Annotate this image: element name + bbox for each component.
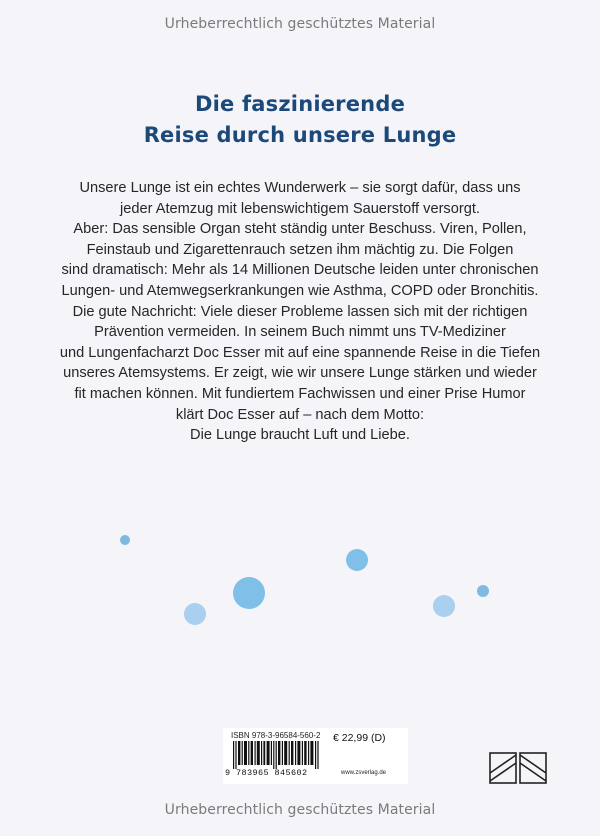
description-line: Feinstaub und Zigarettenrauch setzen ihm mächtig zu. Die Folgen bbox=[86, 241, 514, 258]
description-line: Aber: Das sensible Organ steht ständig unter Beschuss. Viren, Pollen, bbox=[73, 221, 527, 238]
barcode-digits: 9 783965 845602 bbox=[225, 768, 308, 778]
barcode-label bbox=[223, 728, 408, 784]
barcode-icon bbox=[233, 741, 321, 769]
description-line: Unsere Lunge ist ein echtes Wunderwerk – sie sorgt dafür, dass uns bbox=[79, 180, 521, 196]
description-line: Die gute Nachricht: Viele dieser Probleme lassen sich mit der richtigen bbox=[72, 303, 528, 320]
publisher-url: www.zsverlag.de bbox=[341, 770, 387, 776]
title-line-1: Die faszinierende bbox=[194, 92, 406, 116]
bubble-circle bbox=[184, 603, 206, 625]
description-line: Die Lunge braucht Luft und Liebe. bbox=[190, 427, 410, 444]
copyright-watermark-bottom: Urheberrechtlich geschütztes Material bbox=[164, 802, 436, 818]
bubble-circle bbox=[120, 535, 130, 545]
copyright-watermark-top: Urheberrechtlich geschütztes Material bbox=[164, 16, 436, 32]
bubble-circle bbox=[346, 549, 368, 571]
title-line-2: Reise durch unsere Lunge bbox=[143, 123, 457, 147]
description-line: Lungen- und Atemwegserkrankungen wie Asthma, COPD oder Bronchitis. bbox=[61, 282, 539, 299]
book-description bbox=[0, 178, 600, 446]
bubble-circle bbox=[433, 595, 455, 617]
price-label: € 22,99 (D) bbox=[333, 732, 386, 744]
description-line: jeder Atemzug mit lebenswichtigem Sauerstoff versorgt. bbox=[120, 200, 480, 217]
description-line: sind dramatisch: Mehr als 14 Millionen Deutsche leiden unter chronischen bbox=[61, 262, 539, 279]
description-line: fit machen können. Mit fundiertem Fachwissen und einer Prise Humor bbox=[74, 385, 526, 402]
isbn-number: ISBN 978-3-96584-560-2 bbox=[231, 731, 321, 740]
book-title bbox=[0, 89, 600, 151]
description-line: und Lungenfacharzt Doc Esser mit auf eine spannende Reise in die Tiefen bbox=[59, 344, 541, 361]
bubble-circle bbox=[233, 577, 265, 609]
description-line: unseres Atemsystems. Er zeigt, wie wir unsere Lunge stärken und wieder bbox=[63, 365, 537, 382]
bubble-circle bbox=[477, 585, 489, 597]
zs-publisher-logo-icon bbox=[488, 751, 548, 785]
description-line: klärt Doc Esser auf – nach dem Motto: bbox=[175, 406, 425, 423]
description-line: Prävention vermeiden. In seinem Buch nimmt uns TV-Mediziner bbox=[94, 324, 506, 341]
